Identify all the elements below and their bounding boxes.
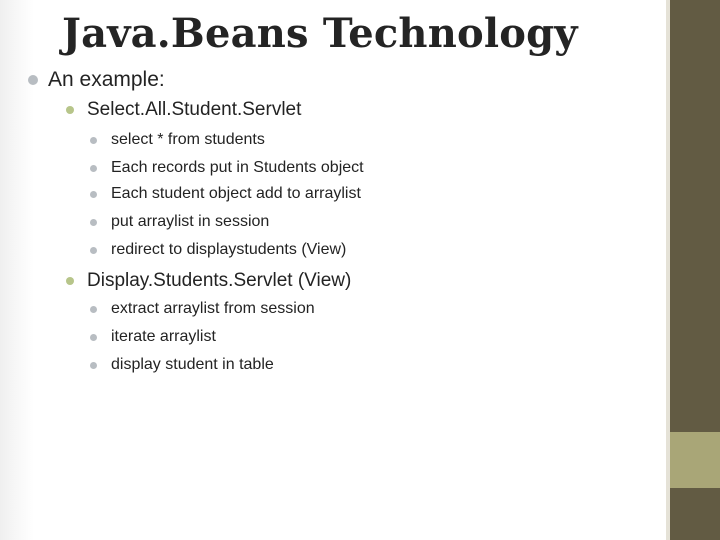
bullet-level3-item [90,299,315,319]
bullet-level2-select-all-student-servlet [66,99,301,121]
bullet-text: Select.All.Student.Servlet [87,99,302,120]
bullet-text: display student in table [111,356,274,373]
bullet-text: Display.Students.Servlet (View) [87,270,352,291]
right-accent-block [670,432,720,488]
bullet-level3-item [90,327,216,347]
bullet-dot-icon [28,75,38,85]
bullet-level2-display-students-servlet [66,270,351,292]
bullet-level3-item [90,355,274,375]
bullet-text: extract arraylist from session [111,300,315,317]
bullet-level3-item [90,130,265,150]
bullet-level1-an-example [28,68,165,92]
bullet-text: An example: [48,68,165,91]
bullet-level3-item [90,240,346,260]
bullet-dot-icon [90,219,97,226]
bullet-dot-icon [90,137,97,144]
bullet-dot-icon [90,165,97,172]
bullet-text: iterate arraylist [111,328,216,345]
bullet-dot-icon [66,277,74,285]
right-dark-bar-bottom [670,488,720,540]
bullet-level3-item [90,212,269,232]
bullet-text: redirect to displaystudents (View) [111,241,347,258]
bullet-level3-item [90,158,364,178]
right-dark-bar-top [670,0,720,432]
bullet-dot-icon [66,106,74,114]
bullet-dot-icon [90,334,97,341]
bullet-level3-item [90,184,361,204]
bullet-text: Each records put in Students object [111,159,364,176]
bullet-dot-icon [90,362,97,369]
bullet-text: select * from students [111,131,265,148]
bullet-dot-icon [90,306,97,313]
slide-title: Java.Beans Technology [62,10,578,57]
bullet-text: Each student object add to arraylist [111,185,361,202]
bullet-dot-icon [90,191,97,198]
bullet-dot-icon [90,247,97,254]
bullet-text: put arraylist in session [111,213,270,230]
